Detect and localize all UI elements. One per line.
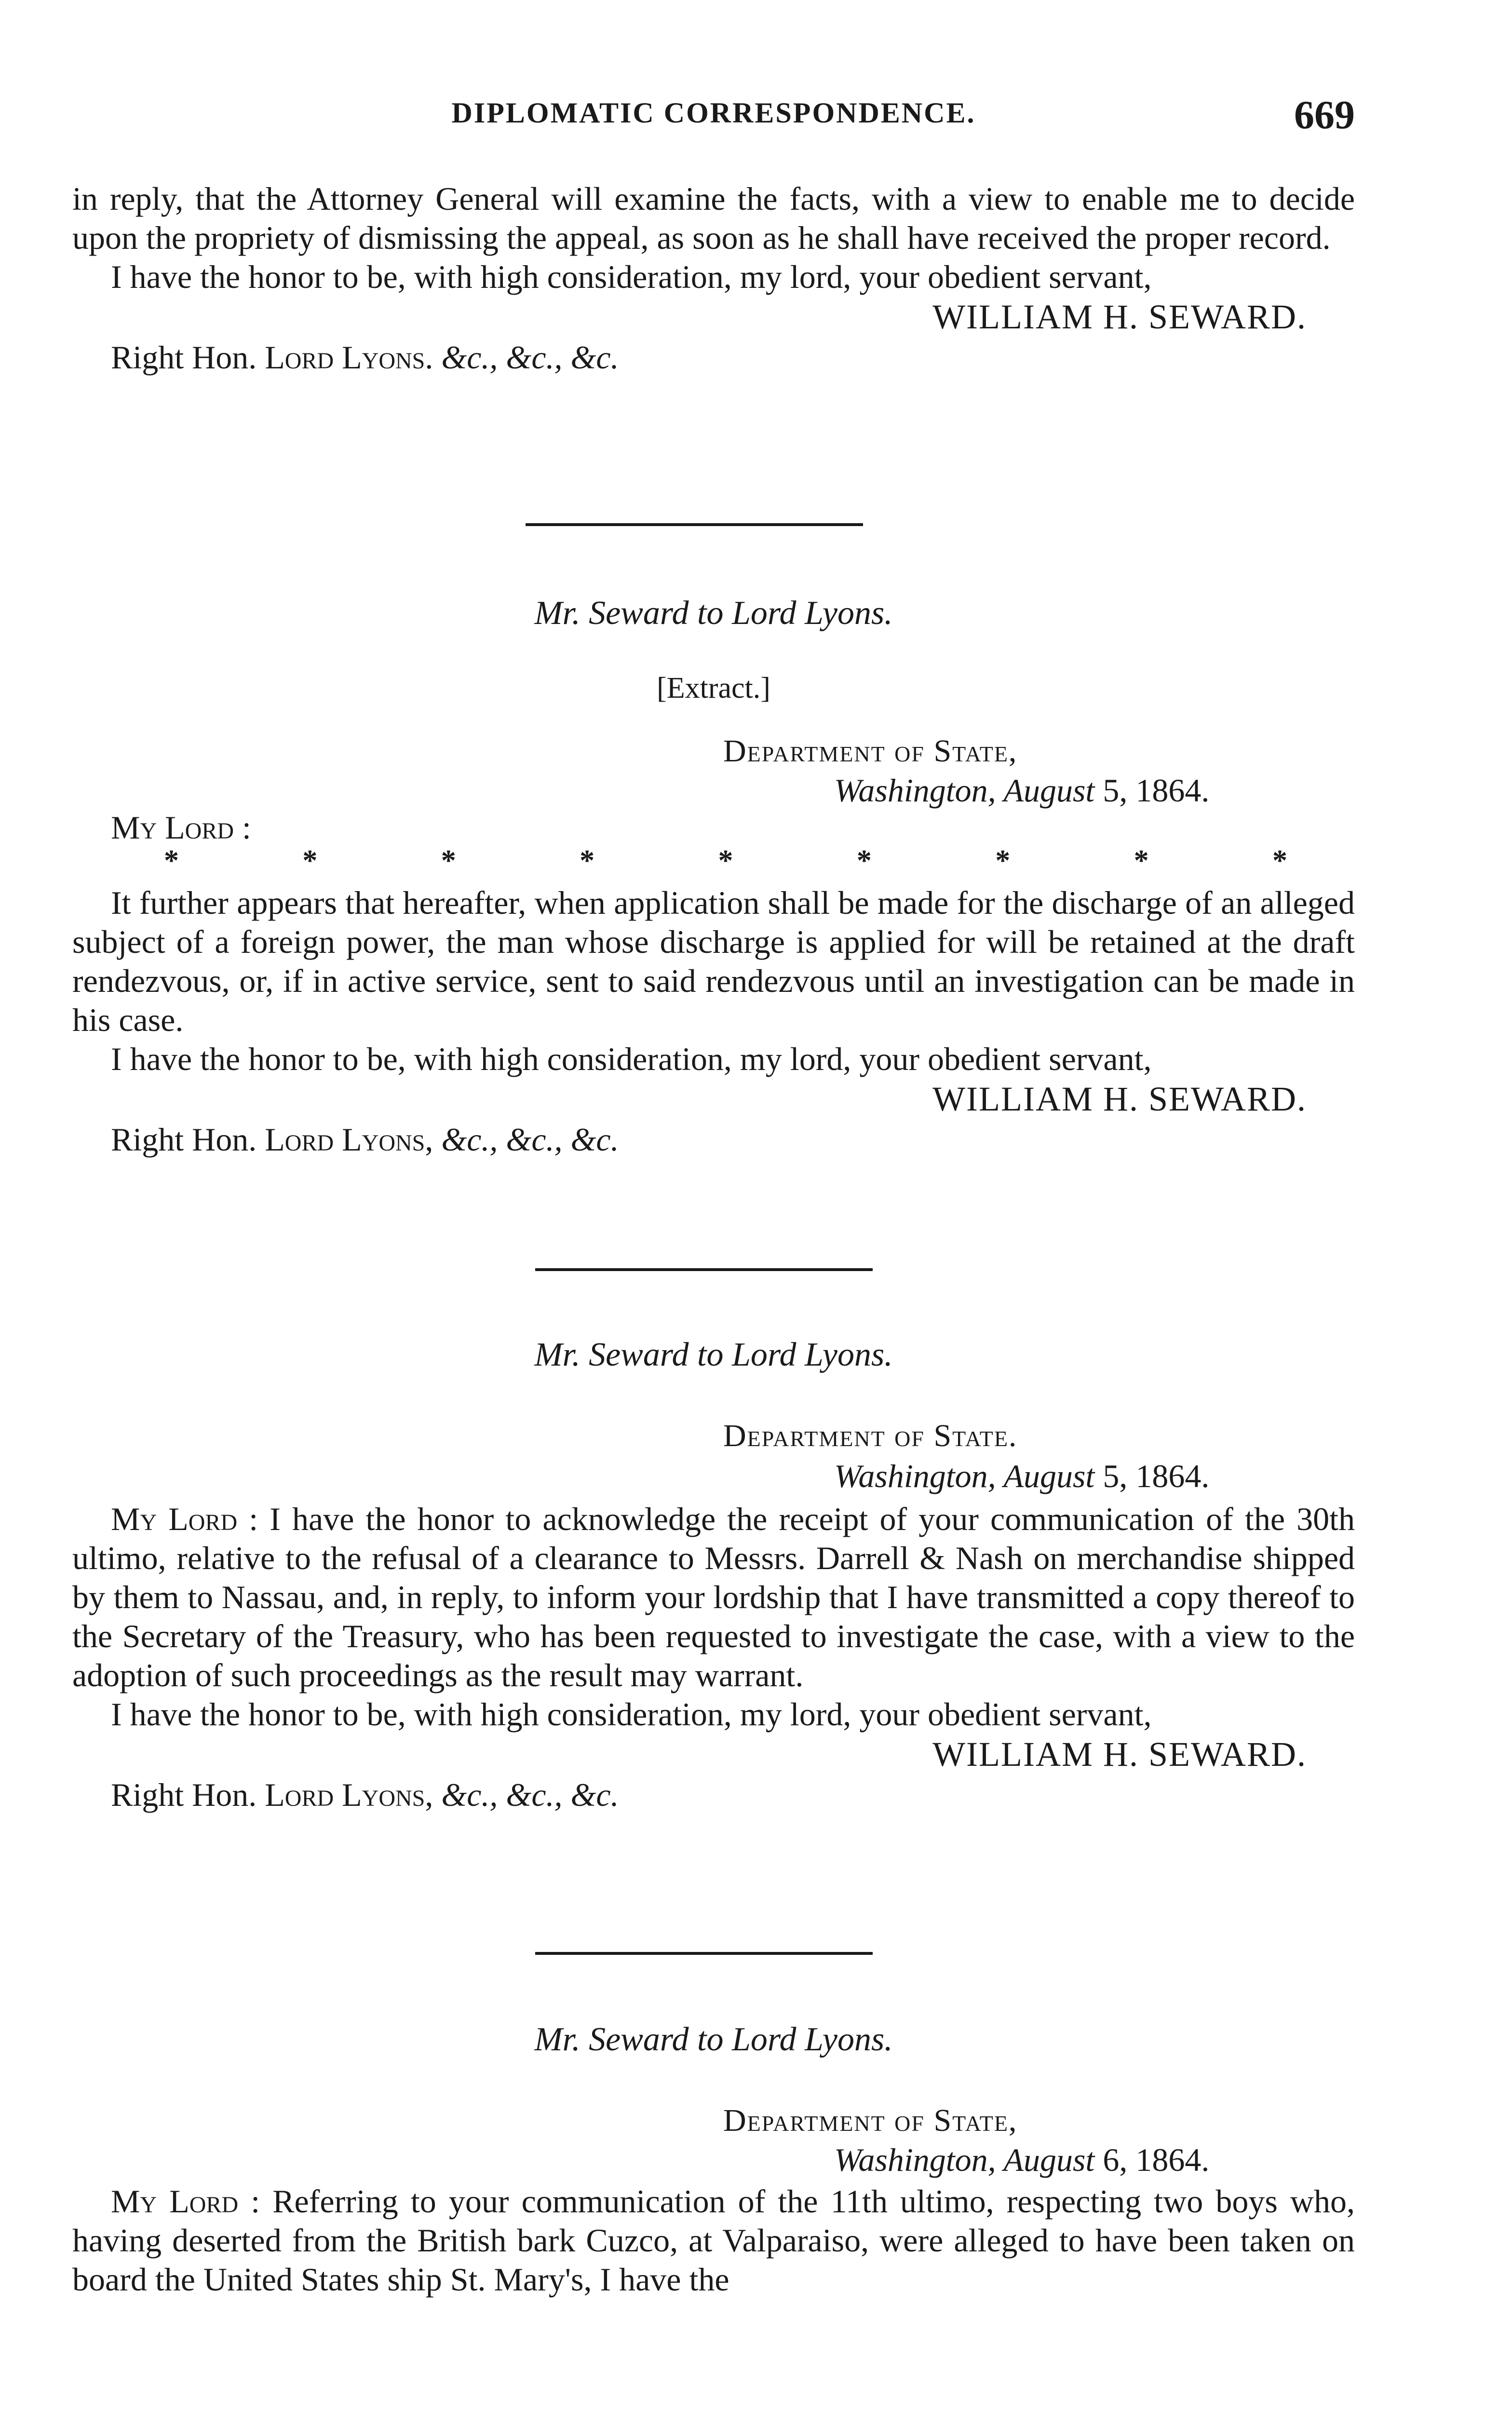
section-divider <box>535 1268 873 1271</box>
addressee-prefix: Right Hon. <box>111 339 257 376</box>
letter-1-date <box>834 772 1209 810</box>
letter-0-body: in reply, that the Attorney General will examine the facts, with a view to enable me to decide upon the propriety of dismissing the appeal, as soon as he shall have received the proper record. <box>72 180 1355 256</box>
letter-1-closing: I have the honor to be, with high consideration, my lord, your obedient servant, <box>111 1041 1152 1077</box>
date-place: Washington, August <box>834 2141 1095 2178</box>
letter-0-continuation <box>72 179 1355 378</box>
letter-1-title: Mr. Seward to Lord Lyons. <box>534 595 893 632</box>
letter-1-department: Department of State, <box>723 733 1018 769</box>
salutation-text: My Lord : <box>111 809 251 846</box>
salutation-text: My Lord : <box>111 1501 258 1537</box>
letter-2-signature: WILLIAM H. SEWARD. <box>932 1735 1307 1774</box>
letter-3-content <box>72 2182 1355 2299</box>
section-divider <box>526 523 863 526</box>
asterisk: * <box>1134 844 1149 877</box>
letter-2-title: Mr. Seward to Lord Lyons. <box>534 1336 893 1373</box>
letter-3-body-text: Referring to your communication of the 11th ultimo, respecting two boys who, having deserted from the British bark Cuzco, at Valparaiso, were alleged to have been taken on board the United States ship St. Mary's, I have the <box>72 2183 1355 2298</box>
letter-2-addressee <box>72 1774 1355 1815</box>
letter-1-addressee <box>72 1119 1355 1160</box>
letter-1-content <box>72 883 1355 1160</box>
letter-3-body <box>72 2182 1355 2299</box>
date-place: Washington, August <box>834 772 1095 809</box>
section-divider <box>535 1952 873 1955</box>
page-number: 669 <box>1294 93 1355 137</box>
letter-2-department: Department of State. <box>723 1418 1018 1453</box>
letter-0-signature: WILLIAM H. SEWARD. <box>932 298 1307 336</box>
asterisk: * <box>718 844 733 877</box>
addressee-prefix: Right Hon. <box>111 1121 257 1158</box>
letter-1-signature: WILLIAM H. SEWARD. <box>932 1080 1307 1118</box>
letter-0-addressee <box>72 337 1355 378</box>
letter-2-closing: I have the honor to be, with high consideration, my lord, your obedient servant, <box>111 1696 1152 1733</box>
letter-2-body <box>72 1500 1355 1695</box>
page-header <box>72 92 1355 145</box>
date-rest: 5, 1864. <box>1103 772 1210 809</box>
addressee-name: Lord Lyons, <box>265 1121 433 1158</box>
letter-2-body-text: I have the honor to acknowledge the receipt of your communication of the 30th ultimo, relative to the refusal of a clearance to Messrs. Darrell & Nash on merchandise shipped by them to Nassau, and, in reply, to inform your lordship that I have transmitted a copy thereof to the Secretary of the Treasury, who has been requested to investigate the case, with a view to the adoption of such proceedings as the result may warrant. <box>72 1501 1355 1693</box>
letter-3-date <box>834 2141 1209 2179</box>
letter-1-extract-note: [Extract.] <box>657 672 770 704</box>
letter-1-body: It further appears that hereafter, when application shall be made for the discharge of an alleged subject of a foreign power, the man whose discharge is applied for will be retained at the draft rendezvous, or, if in active service, sent to said rendezvous until an investigation can be made in his case. <box>72 884 1355 1038</box>
ellipsis-asterisks <box>164 844 1287 878</box>
asterisk: * <box>995 844 1011 877</box>
asterisk: * <box>302 844 318 877</box>
asterisk: * <box>441 844 456 877</box>
addressee-prefix: Right Hon. <box>111 1776 257 1813</box>
letter-3-title: Mr. Seward to Lord Lyons. <box>534 2021 893 2058</box>
letter-2-date <box>834 1457 1209 1495</box>
date-place: Washington, August <box>834 1458 1095 1494</box>
letter-2-content <box>72 1500 1355 1815</box>
asterisk: * <box>164 844 179 877</box>
letter-0-closing: I have the honor to be, with high consideration, my lord, your obedient servant, <box>111 258 1152 295</box>
letter-3-department: Department of State, <box>723 2103 1018 2138</box>
running-head: DIPLOMATIC CORRESPONDENCE. <box>451 97 976 129</box>
asterisk: * <box>580 844 595 877</box>
date-rest: 6, 1864. <box>1103 2141 1210 2178</box>
addressee-etc: &c., &c., &c. <box>441 1121 619 1158</box>
letter-1-salutation-block <box>72 808 1355 847</box>
date-rest: 5, 1864. <box>1103 1458 1210 1494</box>
asterisk: * <box>1272 844 1287 877</box>
addressee-etc: &c., &c., &c. <box>441 339 619 376</box>
addressee-etc: &c., &c., &c. <box>441 1776 619 1813</box>
salutation-text: My Lord : <box>111 2183 260 2220</box>
addressee-name: Lord Lyons. <box>265 339 433 376</box>
addressee-name: Lord Lyons, <box>265 1776 433 1813</box>
letter-1-salutation <box>72 808 1355 847</box>
asterisk: * <box>856 844 872 877</box>
